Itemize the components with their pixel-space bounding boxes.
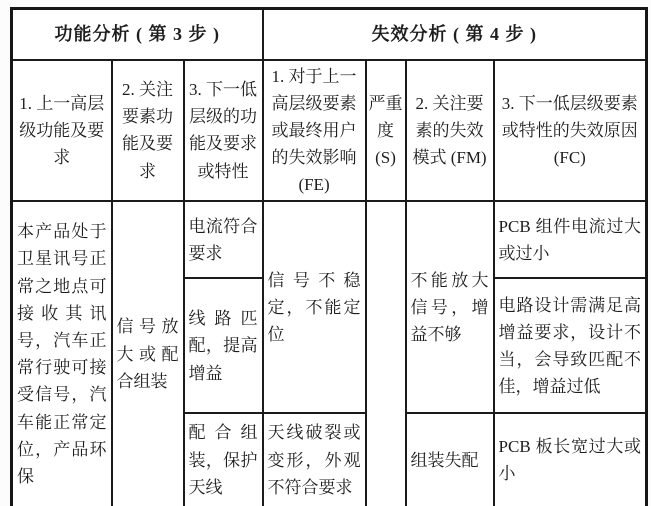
group-header-row	[12, 9, 647, 60]
header-severity: 严重度 (S)	[366, 60, 406, 202]
cell-failure-mode-2: 组装失配	[406, 413, 494, 506]
cell-lower-function-2: 线路匹配，提高增益	[184, 278, 263, 413]
body-row-1	[12, 201, 647, 278]
cell-failure-effect-1: 信号不稳定，不能定位	[263, 201, 366, 413]
header-failure-mode: 2. 关注要素的失效模式 (FM)	[406, 60, 494, 202]
group-header-failure-analysis: 失效分析 ( 第 4 步 )	[263, 9, 647, 60]
cell-failure-mode-1: 不能放大信号，增益不够	[406, 201, 494, 413]
cell-failure-cause-3: PCB 板长宽过大或小	[494, 413, 647, 506]
fmea-table	[10, 7, 648, 506]
cell-higher-level-function: 本产品处于卫星讯号正常之地点可接收其讯号，汽车正常行驶可接受信号，汽车能正常定位，产品环保	[12, 201, 112, 506]
cell-lower-function-3: 配合组装，保护天线	[184, 413, 263, 506]
header-lower-level-function: 3. 下一低层级的功能及要求或特性	[184, 60, 263, 202]
header-focus-element-function: 2. 关注要素功能及要求	[112, 60, 184, 202]
group-header-function-analysis: 功能分析 ( 第 3 步 )	[12, 9, 263, 60]
cell-severity-empty	[366, 201, 406, 506]
cell-failure-effect-2: 天线破裂或变形，外观不符合要求	[263, 413, 366, 506]
cell-lower-function-1: 电流符合要求	[184, 201, 263, 278]
cell-failure-cause-1: PCB 组件电流过大或过小	[494, 201, 647, 278]
cell-focus-element-function: 信号放大或配合组装	[112, 201, 184, 506]
header-higher-level-function: 1. 上一高层级功能及要求	[12, 60, 112, 202]
header-failure-cause: 3. 下一低层级要素或特性的失效原因 (FC)	[494, 60, 647, 202]
cell-failure-cause-2: 电路设计需满足高增益要求，设计不当，会导致匹配不佳，增益过低	[494, 278, 647, 413]
header-failure-effects: 1. 对于上一高层级要素或最终用户的失效影响 (FE)	[263, 60, 366, 202]
column-header-row	[12, 60, 647, 202]
